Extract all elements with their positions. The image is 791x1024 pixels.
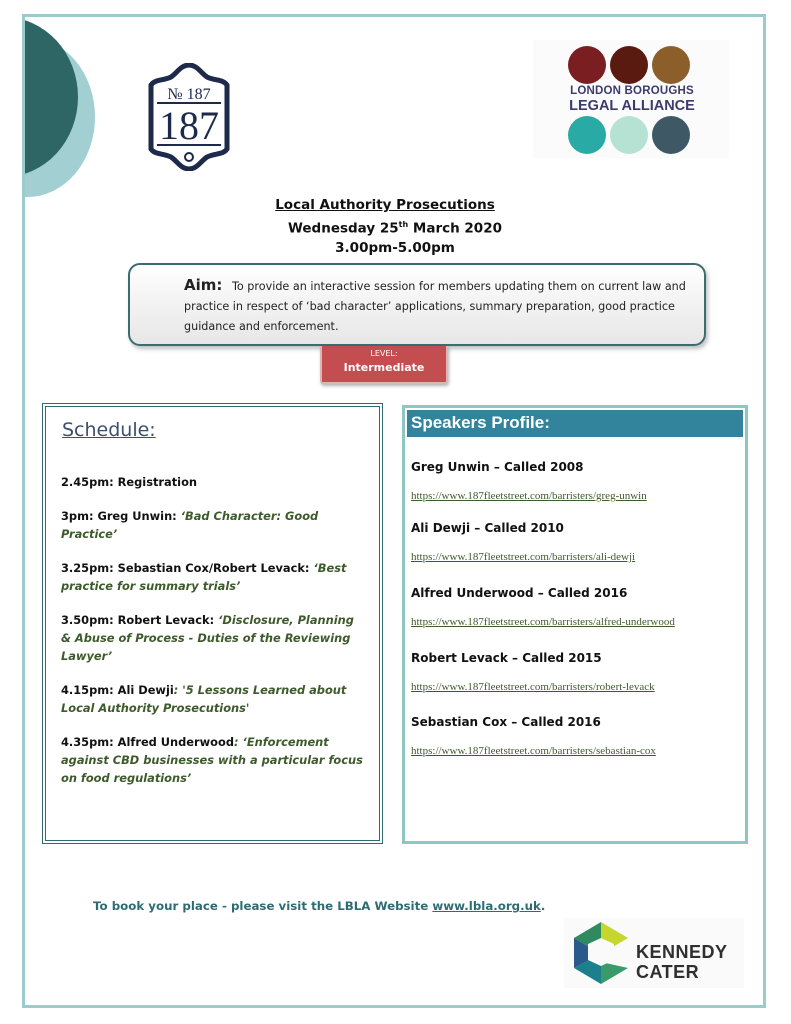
lbla-dot [568,116,606,154]
speaker-name: Greg Unwin – Called 2008 [411,460,584,474]
speakers-header [407,410,743,437]
aim-box [128,263,706,346]
speaker-entry [411,651,741,693]
speaker-profile-link[interactable]: https://www.187fleetstreet.com/barristers/ali-dewji [411,551,636,563]
lbla-dot [652,116,690,154]
kennedy-word: KENNEDY [636,942,728,962]
lbla-logo [533,40,729,158]
level-badge [320,346,448,384]
speakers-panel [402,405,748,844]
schedule-item: 3.25pm: Sebastian Cox/Robert Levack: ‘Best practice for summary trials’ [61,561,347,593]
speaker-name: Sebastian Cox – Called 2016 [411,715,601,729]
speaker-name: Alfred Underwood – Called 2016 [411,586,628,600]
aim-label: Aim: [184,276,223,294]
logo-number-sign: № 187 [167,86,211,103]
speaker-entry [411,586,741,628]
lbla-line-1: LONDON BOROUGHS [570,85,694,97]
speaker-profile-link[interactable]: https://www.187fleetstreet.com/barristers/alfred-underwood [411,616,675,628]
schedule-item: 3pm: Greg Unwin: ‘Bad Character: Good Practice’ [61,509,319,541]
lbla-dot [568,46,606,84]
speaker-profile-link[interactable]: https://www.187fleetstreet.com/barristers/greg-unwin [411,490,647,502]
lbla-dot [610,116,648,154]
schedule-item: 2.45pm: Registration [61,475,198,489]
svg-text:187: 187 [159,103,219,148]
event-title-block [200,196,590,258]
speakers-heading: Speakers Profile: [411,413,550,432]
speaker-profile-link[interactable]: https://www.187fleetstreet.com/barristers/sebastian-cox [411,745,656,757]
speaker-entry [411,521,741,563]
level-value: Intermediate [343,361,425,374]
chambers-187-logo [143,63,235,171]
kennedy-cater-mark-icon [566,918,636,988]
booking-text: To book your place - please visit the LBLA Website www.lbla.org.uk. [93,899,546,913]
lbla-dot [652,46,690,84]
speaker-name: Ali Dewji – Called 2010 [411,521,564,535]
speaker-entry [411,715,741,757]
level-label: LEVEL: [370,349,398,358]
flower-icon [185,153,193,161]
event-date: Wednesday 25th March 2020 [287,220,502,237]
event-title: Local Authority Prosecutions [275,197,495,213]
aim-text: To provide an interactive session for members updating them on current law and practice in respect of ‘bad character’ applications, summary preparation, good practice guidance and enforcement. [184,280,686,333]
speaker-profile-link[interactable]: https://www.187fleetstreet.com/barristers/robert-levack [411,681,655,693]
cater-word: CATER [636,962,700,982]
schedule-item: 4.15pm: Ali Dewji: '5 Lessons Learned about Local Authority Prosecutions' [61,683,347,715]
corner-decoration [25,17,115,207]
event-time: 3.00pm-5.00pm [335,239,455,256]
lbla-line-2: LEGAL ALLIANCE [569,98,695,114]
schedule-panel [42,403,383,844]
lbla-website-link[interactable]: www.lbla.org.uk [432,899,541,913]
schedule-item: 3.50pm: Robert Levack: ‘Disclosure, Planning & Abuse of Process - Duties of the Reviewing Lawyer’ [61,613,354,663]
kennedy-cater-logo [564,918,744,988]
schedule-item: 4.35pm: Alfred Underwood: ‘Enforcement against CBD businesses with a particular focus on food regulations’ [61,735,363,785]
schedule-heading: Schedule: [62,419,156,441]
speaker-name: Robert Levack – Called 2015 [411,651,602,665]
lbla-dot [610,46,648,84]
speaker-entry [411,460,741,502]
